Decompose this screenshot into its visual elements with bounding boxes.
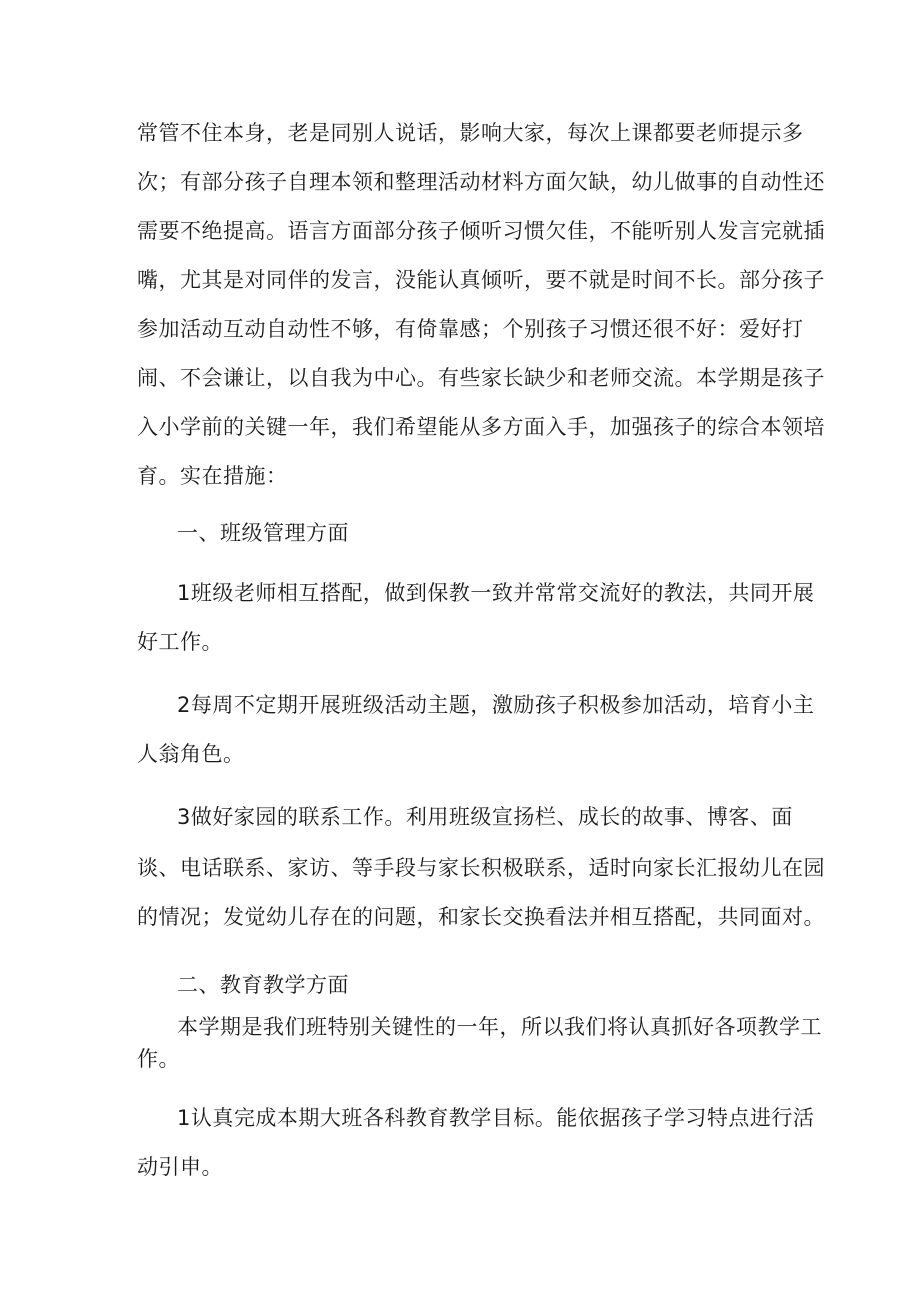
text-line: 的情况；发觉幼儿存在的问题，和家长交换看法并相互搭配，共同面对。 (137, 905, 825, 929)
text-line: 1认真完成本期大班各科教育教学目标。能依据孩子学习特点进行活 (177, 1106, 815, 1130)
text-line: 2每周不定期开展班级活动主题，激励孩子积极参加活动，培育小主 (177, 693, 815, 717)
text-line: 参加活动互动自动性不够，有倚靠感；个别孩子习惯还很不好：爱好打 (137, 317, 804, 341)
text-line: 人翁角色。 (137, 742, 245, 766)
text-line: 作。 (137, 1047, 180, 1071)
section-heading: 一、班级管理方面 (177, 521, 349, 545)
text-line: 3做好家园的联系工作。利用班级宣扬栏、成长的故事、博客、面 (177, 805, 793, 829)
text-line: 1班级老师相互搭配，做到保教一致并常常交流好的教法，共同开展 (177, 581, 815, 605)
text-line: 次；有部分孩子自理本领和整理活动材料方面欠缺，幼儿做事的自动性还 (137, 170, 825, 194)
text-line: 入小学前的关键一年，我们希望能从多方面入手，加强孩子的综合本领培 (137, 415, 825, 439)
text-line: 育。实在措施： (137, 464, 288, 488)
section-heading: 二、教育教学方面 (177, 973, 349, 997)
text-line: 谈、电话联系、家访、等手段与家长积极联系，适时向家长汇报幼儿在园 (137, 856, 825, 880)
text-line: 好工作。 (137, 630, 223, 654)
text-line: 本学期是我们班特别关键性的一年，所以我们将认真抓好各项教学工 (177, 1015, 822, 1039)
text-line: 动引申。 (137, 1155, 223, 1179)
text-line: 常管不住本身，老是同别人说话，影响大家，每次上课都要老师提示多 (137, 121, 804, 145)
text-line: 需要不绝提高。语言方面部分孩子倾听习惯欠佳，不能听别人发言完就插 (137, 219, 825, 243)
text-line: 闹、不会谦让，以自我为中心。有些家长缺少和老师交流。本学期是孩子 (137, 366, 825, 390)
text-line: 嘴，尤其是对同伴的发言，没能认真倾听，要不就是时间不长。部分孩子 (137, 268, 825, 292)
